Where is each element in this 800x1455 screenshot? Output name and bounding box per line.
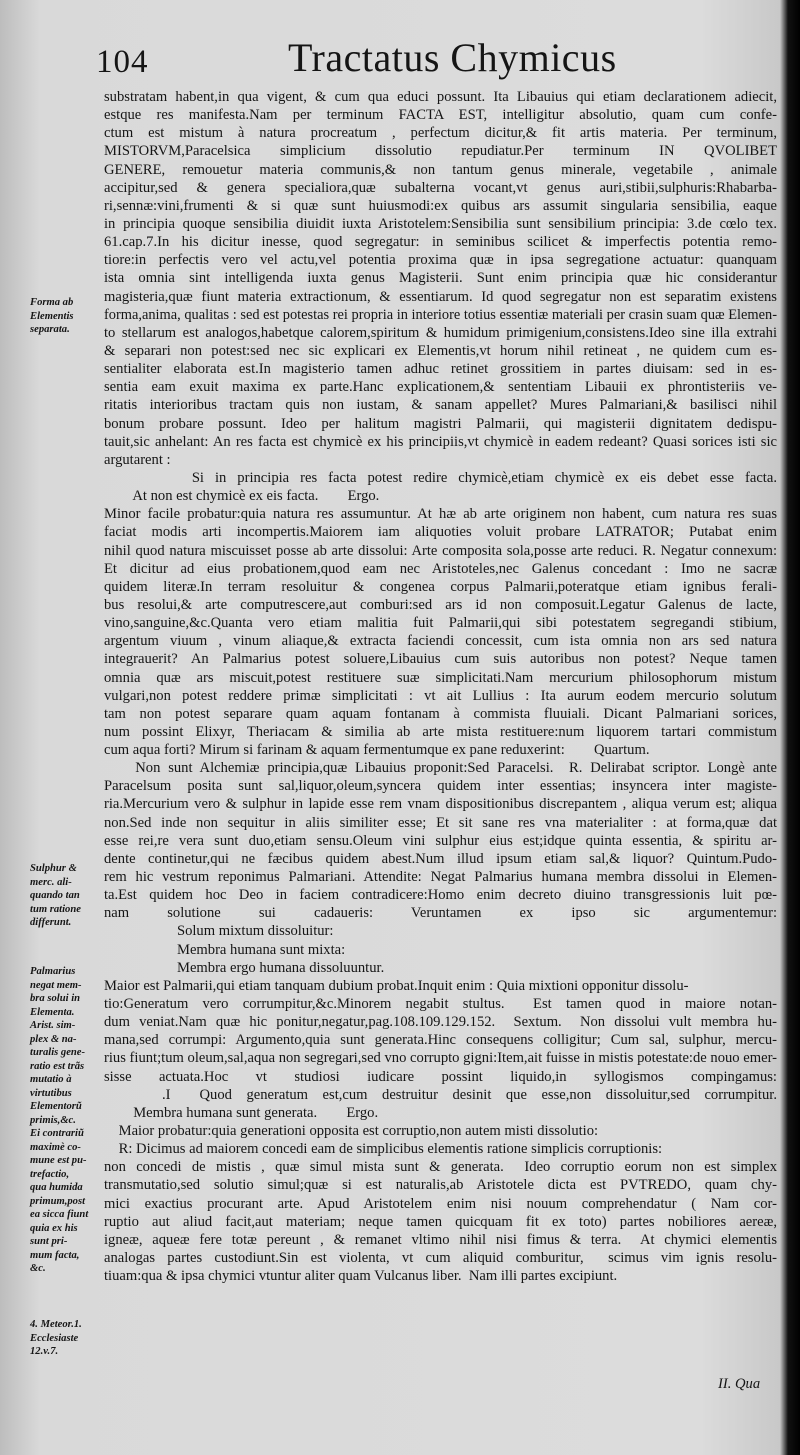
- text-line: rem hic vestrum reponimus Palmariani. Attendite: Negat Palmarius humana membra dissolui in Elemen-: [104, 869, 777, 886]
- margin-note-line: negat mem-: [30, 979, 82, 991]
- text-line: ria.Mercurium vero & sulphur in lapide esse rem vnam dispositionibus discrepantem , aliqua verum est; aliqua: [104, 796, 777, 813]
- text-line: GENERE, remouetur materia communis,& non tantum genus minerale, vegetabile , animale: [104, 161, 777, 178]
- margin-note-line: merc. ali-: [30, 876, 72, 888]
- text-line: dum veniat.Nam quæ hic ponitur,negatur,pag.108.109.129.152. Sextum. Non dissolui vult membra hu-: [104, 1014, 777, 1031]
- text-line: mana,sed corrumpi: Argumento,quia sunt generata.Hinc consequens colligitur; Cum sal, sulphur, mercu-: [104, 1032, 777, 1049]
- margin-note-line: trefactio,: [30, 1168, 70, 1180]
- text-line: Non sunt Alchemiæ principia,quæ Libauius proponit:Sed Paracelsi. R. Delirabat scriptor. Longè ante: [104, 760, 777, 777]
- margin-note-line: virtutibus: [30, 1087, 72, 1099]
- text-line: At non est chymicè ex eis facta. Ergo.: [104, 488, 380, 505]
- text-line: Solum mixtum dissoluitur:: [104, 923, 334, 940]
- text-line: nam solutione sui cadaueris: Veruntamen ex ipso sic argumentemur:: [104, 905, 777, 922]
- text-line: transmutatio,sed solutio simul;quæ si est naturalis,ab Aristotele dicta est PVTREDO, quam chy-: [104, 1177, 777, 1194]
- text-line: non concedi de mistis , quæ simul mista sunt & generata. Ideo corruptio eorum non est simplex: [104, 1159, 777, 1176]
- text-line: magisteria,quæ fiunt materia extractionum, & essentiarum. Id quod segregatur non est separatim existens: [104, 288, 777, 305]
- margin-note-line: mum facta,: [30, 1249, 80, 1261]
- text-line: Si in principia res facta potest redire chymicè,etiam chymicè ex eis debet esse facta.: [104, 469, 777, 486]
- margin-note-line: qua humida: [30, 1182, 83, 1193]
- text-line: Paracelsum posita sunt sal,liquor,oleum,syncera quidem inter essentias; insyncera inter magiste-: [104, 778, 777, 795]
- text-line: substratam habent,in qua vigent, & cum qua educi possunt. Ita Libauius qui etiam declarationem adiecit,: [104, 89, 777, 105]
- text-line: integrauerit? An Palmarius potest soluere,Libauius cum suis autoribus non potest? Neque tamen: [104, 651, 777, 668]
- text-line: esse rei,re vera sunt duo,etiam sensu.Oleum vini sulphur eius est;idque quinta essentia, & spiritu ar-: [104, 832, 777, 849]
- text-line: accipitur,sed & genera specialiora,quæ subalterna vocant,vt genus auri,stibii,sulphuris:Rhabarba-: [104, 179, 777, 196]
- text-line: Membra humana sunt mixta:: [104, 941, 346, 958]
- catchword: II. Qua: [718, 1376, 761, 1392]
- text-line: bonum probare possunt. Ideo per halitum magistri Palmarii, qui magisterii dignitatem dedispu-: [104, 415, 777, 432]
- text-line: forma,anima, qualitas : sed est potestas rei propria in interiore totius essentiæ materiali per crasin suam quæ Elemen-: [104, 306, 777, 323]
- text-line: nihil quod natura miscuisset posse ab arte dissolui: Arte composita sola,posse arte reduci. R. Negatur connexum:: [104, 542, 777, 559]
- text-line: .I Quod generatum est,cum destruitur desinit que esse,non dissoluitur,sed corrumpitur.: [104, 1086, 777, 1103]
- margin-note-line: bra solui in: [30, 993, 81, 1004]
- margin-note: [30, 296, 102, 337]
- margin-note-line: quia ex his: [30, 1222, 78, 1234]
- margin-note-line: 4. Meteor.1.: [30, 1319, 82, 1330]
- margin-note-line: ratio est trãs: [30, 1060, 85, 1072]
- margin-note: [30, 965, 102, 1276]
- margin-note-line: plex & na-: [30, 1033, 77, 1045]
- text-line: sentialiter elaborata est.In magisterio tamen adhuc retinet grossitiem in partes diuisam: sed in es-: [104, 361, 777, 378]
- running-title: Tractatus Chymicus: [288, 35, 617, 80]
- text-line: estque res manifesta.Nam per terminum FACTA EST, intelligitur absolutio, quam cum confe-: [104, 107, 777, 124]
- margin-note-line: &c.: [30, 1263, 46, 1274]
- margin-note-line: mutatio à: [30, 1074, 72, 1085]
- text-line: tam non potest separare quam aquam fontanam à commista fluuiali. Dicant Palmariani sorices,: [104, 705, 777, 722]
- margin-note-line: Elementis: [30, 310, 74, 322]
- text-line: vulgari,non potest reddere primæ simplicitati : vt ait Lullius : Ita aurum eodem mercurio solutum: [104, 687, 777, 704]
- text-line: mici exactius procurant arte. Apud Aristotelem enim nisi nouum comprehendatur ( Nam cor-: [104, 1195, 777, 1212]
- margin-note-line: tum ratione: [30, 903, 81, 915]
- text-line: cum aqua forti? Mirum si farinam & aquam fermentumque ex pane reduxerint: Quartum.: [104, 742, 650, 759]
- text-line: omnia quæ ars miscuit,potest restituere suæ simplicitati.Nam mercurium philosophorum mistum: [104, 669, 777, 686]
- text-line: argentum viuum , vinum aliaque,& extracta faciendi concessit, cum ista omnia non ars sed natura: [104, 633, 777, 650]
- text-line: ta.Est quidem hoc Deo in faciem contradicere:Homo enim decreto diuino transgressionis luit pœ-: [104, 887, 777, 904]
- text-line: Minor facile probatur:quia natura res assumuntur. At hæ ab arte originem non habent, cum natura res suas: [104, 506, 777, 523]
- text-line: ctum est mistum à natura procreatum , perfectum dicitur,& fit artis materia. Per terminum,: [104, 125, 777, 142]
- text-line: argutarent :: [104, 451, 171, 468]
- main-text: [104, 88, 777, 1285]
- margin-note-line: Elementa.: [30, 1006, 75, 1018]
- text-line: Maior est Palmarii,qui etiam tanquam dubium probat.Inquit enim : Quia mixtioni opponitur dissolu-: [104, 977, 689, 994]
- page-header: [96, 34, 776, 84]
- text-line: analogas partes custodiunt.Sin est violenta, vt cum aliquid comburitur, scimus vim ignis resolu-: [104, 1250, 777, 1266]
- text-line: Membra humana sunt generata. Ergo.: [104, 1104, 379, 1121]
- text-line: & separari non potest:sed nec sic explicari ex Elementis,vt horum nihil retineat , ne quidem cum es-: [104, 342, 777, 359]
- text-line: 61.cap.7.In his dicitur inesse, quod segregatur: in seminibus scilicet & imperfectis potentia remo-: [104, 234, 777, 251]
- margin-note-line: turalis gene-: [30, 1047, 86, 1058]
- text-line: faciat modis arti incompertis.Maiorem iam aliquoties voluit probare LATRATOR; Putabat enim: [104, 524, 777, 541]
- margin-note: [30, 862, 102, 930]
- margin-note-line: Sulphur &: [30, 863, 77, 874]
- margin-note-line: differunt.: [30, 917, 72, 928]
- text-line: Membra ergo humana dissoluuntur.: [104, 959, 385, 976]
- text-line: sentia eam exuit maxima ex parte.Hanc explicationem,& sententiam Libauii ex phrontisteriis ve-: [104, 379, 777, 396]
- text-line: tauit,sic anhelant: An res facta est chymicè ex his principiis,vt chymicè in eadem redeant? Quasi sorices isti sic: [104, 433, 777, 450]
- text-line: quidem literæ.In terram resoluitur & congenea corpus Palmarii,poteratque etiam ignibus ferali-: [104, 578, 777, 595]
- text-line: MISTORVM,Paracelsica simplicium dissolutio repudiatur.Per terminum IN QVOLIBET: [104, 143, 777, 160]
- text-line: non.Sed inde non sequitur in aliis similiter esse; Et sit sane res vna materialiter : at forma,quæ dat: [104, 814, 777, 831]
- margin-note-line: Ei contrariũ: [30, 1128, 84, 1139]
- text-line: vino,sanguine,&c.Quanta vero etiam malitia fuit Palmarii,qui sibi potestatem segregandi stibium,: [104, 615, 777, 632]
- margin-note-line: Palmarius: [30, 966, 76, 977]
- page-number: 104: [96, 44, 149, 80]
- text-line: ritatis interioribus tractam quis non iustam, & sanam appellet? Mures Palmariani,& basilisci nihil: [104, 397, 777, 414]
- margin-note-line: quando tan: [30, 890, 80, 901]
- margin-note-line: Arist. sim-: [30, 1020, 76, 1031]
- margin-note-line: primis,&c.: [30, 1114, 76, 1126]
- text-line: tiuam:qua & ipsa chymici vtuntur aliter quam Vulcanus liber. Nam illi partes excipiunt.: [104, 1268, 618, 1285]
- text-line: tiore:in perfectis vero vel actu,vel potentia proxima quæ in ipsa segregatione actuatur: quanquam: [104, 252, 777, 269]
- text-line: Maior probatur:quia generationi opposita est corruptio,non autem misti dissolutio:: [104, 1123, 599, 1140]
- text-line: igneæ, aqueæ fere totæ pereunt , & remanet vltimo nihil nisi fimus & terra. At chymici elementis: [104, 1231, 777, 1248]
- text-line: ruptio aut aliud facit,aut materiam; neque tamen quicquam fit ex toto) partes nobiliores aereæ,: [104, 1213, 777, 1230]
- margin-note-line: separata.: [30, 324, 70, 335]
- text-line: in principia quoque sensibilia diuidit iuxta Aristotelem:Sensibilia sunt sensibilium principia: 3.de cœlo tex.: [104, 215, 777, 232]
- text-line: num possint Elixyr, Theriacam & similia ab arte mista restituere:num liquorem tartari commistum: [104, 723, 777, 740]
- margin-note-line: Ecclesiaste: [30, 1332, 79, 1344]
- text-line: dente continetur,qui ne fæcibus quidem abest.Num illud ipsum etiam sal,& liquor? Quintum.Pudo-: [104, 850, 777, 867]
- margin-note-line: mune est pu-: [30, 1155, 87, 1166]
- margin-note: [30, 1318, 102, 1359]
- text-line: to stellarum est analogos,habetque calorem,spiritum & humidum primigenium,consistens.Ideo sine illa extrahi: [104, 324, 777, 341]
- text-line: R: Dicimus ad maiorem concedi eam de simplicibus elementis ratione simplicis corruptionis:: [104, 1141, 663, 1158]
- text-line: ri,sennæ:vini,frumenti & si quæ sunt huiusmodi:ex quibus ars assumit singularia sensibilia, eaque: [104, 197, 777, 214]
- margin-note-line: ea sicca fiunt: [30, 1209, 89, 1220]
- text-line: ista omnia sint intelligenda iuxta genus Magisterii. Sunt enim principia quæ hic considerantur: [104, 270, 777, 287]
- margin-note-line: maximè co-: [30, 1141, 81, 1153]
- margin-note-line: primum,post: [30, 1195, 86, 1207]
- margin-note-line: Elementorũ: [30, 1101, 82, 1112]
- text-line: Et dicitur ad eius probationem,quod eam nec Aristoteles,nec Galenus concedant : Imo ne sacræ: [104, 560, 777, 577]
- text-line: sisse actuata.Hoc vt studiosi iudicare possint liquido,in syllogismos compingamus:: [104, 1068, 777, 1085]
- text-line: rius fiunt;tum oleum,sal,aqua non segregari,sed vno corrupto gigni:Item,ait fuisse in mistis potestate:de nouo emer-: [104, 1050, 777, 1067]
- margin-note-line: Forma ab: [30, 297, 74, 308]
- margin-note-line: 12.v.7.: [30, 1346, 59, 1357]
- text-line: tio:Generatum vero corrumpitur,&c.Minorem negabit stultus. Est tamen quod in maiore notan-: [104, 996, 777, 1013]
- text-line: bus resolui,& arte computrescere,aut comburi:sed ars id non composuit.Legatur Galenus de lacte,: [104, 596, 777, 613]
- margin-note-line: sunt pri-: [30, 1236, 68, 1247]
